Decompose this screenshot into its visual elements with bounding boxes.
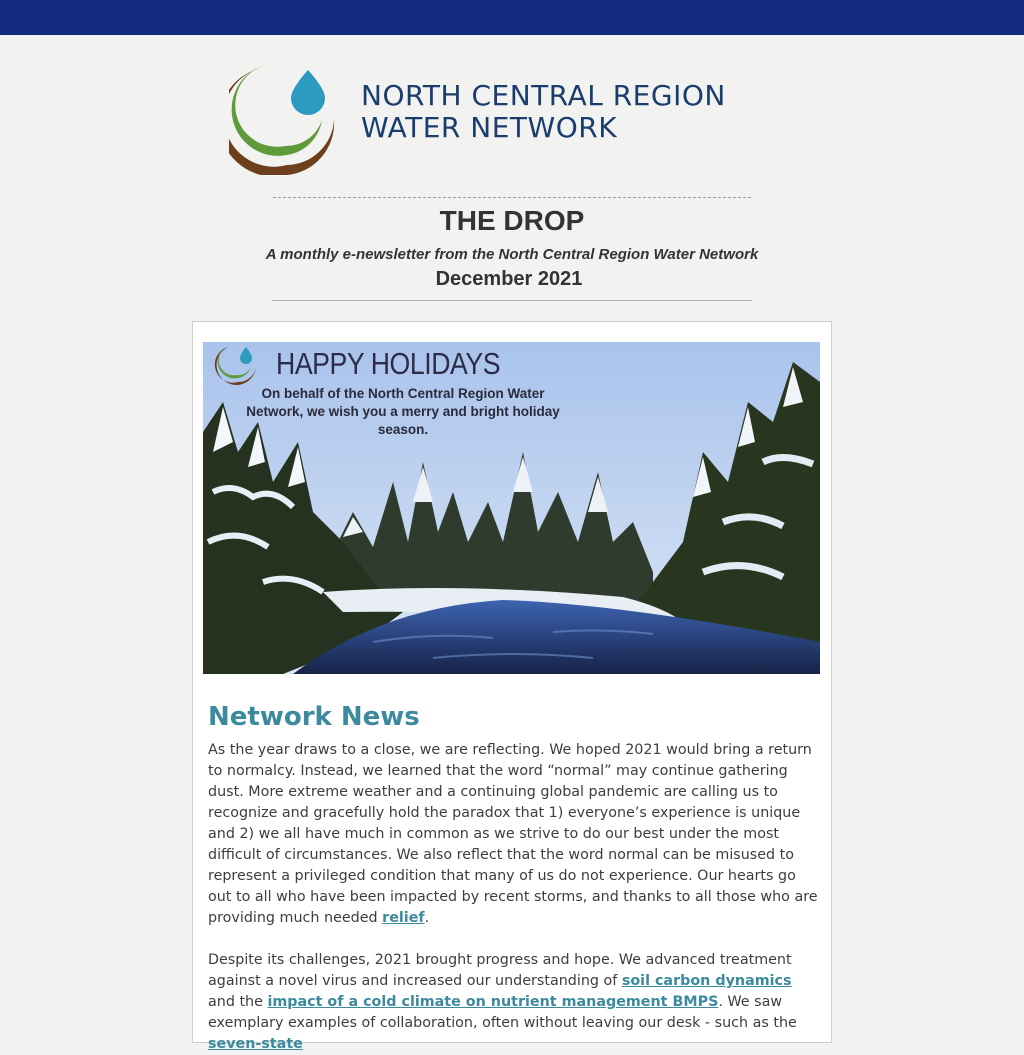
top-bar — [0, 0, 1024, 35]
relief-link[interactable]: relief — [382, 910, 425, 926]
org-logo[interactable] — [229, 60, 799, 175]
banner-title: HAPPY HOLIDAYS — [276, 346, 501, 381]
seven-state-link[interactable]: seven-state — [208, 1036, 303, 1052]
content-card — [192, 321, 832, 1052]
newsletter-tagline: A monthly e-newsletter from the North Central Region Water Network — [265, 246, 759, 263]
divider — [273, 197, 751, 198]
divider — [272, 300, 752, 301]
soil-carbon-link[interactable]: soil carbon dynamics — [621, 973, 792, 989]
paragraph-text: and the — [208, 994, 268, 1010]
org-name — [361, 80, 726, 144]
water-drop-crescent-icon — [229, 60, 339, 175]
paragraph-text: . We saw exemplary examples of collaboration, often without leaving our desk - such as the — [208, 994, 797, 1031]
org-name-line2: WATER NETWORK — [361, 111, 618, 144]
paragraph-text: Despite its challenges, 2021 brought progress and hope. We advanced treatment against a novel virus and increased our understanding of — [208, 952, 792, 989]
issue-date: December 2021 — [435, 268, 583, 290]
banner-message: On behalf of the North Central Region Water Network, we wish you a merry and bright holiday season. — [246, 386, 560, 437]
news-paragraph — [208, 740, 818, 929]
paragraph-text: As the year draws to a close, we are reflecting. We hoped 2021 would bring a return to normalcy. Instead, we learned that the word “normal” may continue gathering dust. More extreme weather and a continuing global pandemic are calling us to recognize and gracefully hold the paradox that 1) everyone’s experience is unique and 2) we all have much in common as we strive to do our best under the most difficult of circumstances. We also reflect that the word normal can be misused to represent a privileged condition that many of us do not experience. Our hearts go out to all who have been impacted by recent storms, and thanks to all those who are providing much needed — [208, 742, 818, 926]
org-name-line1: NORTH CENTRAL REGION — [361, 79, 726, 112]
newsletter-title: THE DROP — [439, 205, 585, 236]
paragraph-text: . — [424, 910, 430, 926]
news-paragraph — [208, 950, 818, 1055]
holiday-banner-image — [203, 342, 820, 674]
section-heading: Network News — [208, 702, 420, 732]
nutrient-bmps-link[interactable]: impact of a cold climate on nutrient management BMPS — [267, 994, 719, 1010]
